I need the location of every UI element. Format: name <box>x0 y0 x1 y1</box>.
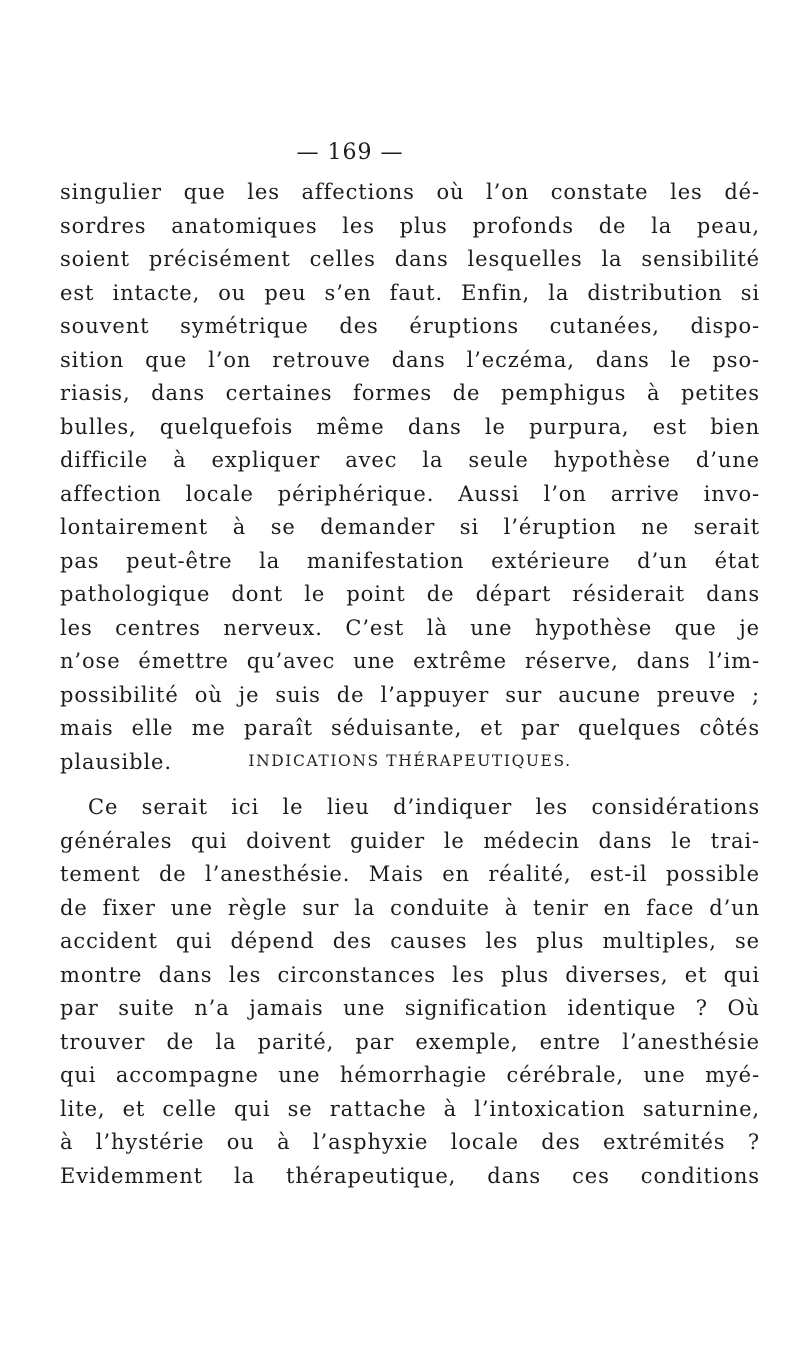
text-line: montre dans les circonstances les plus diverses, et qui <box>60 962 760 987</box>
text-line: les centres nerveux. C’est là une hypothèse que je <box>60 615 760 640</box>
paragraph-2 <box>60 791 760 1193</box>
text-line: bulles, quelquefois même dans le purpura, est bien <box>60 414 760 439</box>
text-line: par suite n’a jamais une signification identique ? Où <box>60 996 760 1020</box>
text-line: mais elle me paraît séduisante, et par quelques côtés <box>60 716 760 740</box>
text-line: à l’hystérie ou à l’asphyxie locale des extrémités ? <box>60 1130 760 1154</box>
paragraph-1 <box>60 176 760 779</box>
text-line: soient précisément celles dans lesquelles la sensibilité <box>60 247 760 271</box>
text-line: accident qui dépend des causes les plus multiples, se <box>60 929 760 953</box>
text-line: lontairement à se demander si l’éruption ne serait <box>60 515 760 539</box>
text-line: sordres anatomiques les plus profonds de la peau, <box>60 213 760 238</box>
text-line: de fixer une règle sur la conduite à tenir en face d’un <box>60 895 760 920</box>
text-line: singulier que les affections où l’on constate les dé- <box>60 180 760 204</box>
text-line: lite, et celle qui se rattache à l’intoxication saturnine, <box>60 1096 760 1121</box>
text-line: est intacte, ou peu s’en faut. Enfin, la distribution si <box>60 280 760 305</box>
text-line: Ce serait ici le lieu d’indiquer les considérations <box>88 795 760 819</box>
text-line: n’ose émettre qu’avec une extrême réserve, dans l’im- <box>60 649 760 673</box>
section-heading: INDICATIONS THÉRAPEUTIQUES. <box>248 752 572 770</box>
text-line: tement de l’anesthésie. Mais en réalité, est-il possible <box>60 862 760 886</box>
text-line: affection locale périphérique. Aussi l’on arrive invo- <box>60 481 760 506</box>
text-line: plausible. <box>60 749 172 774</box>
text-line: difficile à expliquer avec la seule hypothèse d’une <box>60 448 760 472</box>
text-line: sition que l’on retrouve dans l’eczéma, dans le pso- <box>60 347 760 372</box>
text-line: riasis, dans certaines formes de pemphigus à petites <box>60 381 760 405</box>
text-line: qui accompagne une hémorrhagie cérébrale, une myé- <box>60 1063 760 1087</box>
text-line: pathologique dont le point de départ résiderait dans <box>60 582 760 606</box>
text-line: Evidemment la thérapeutique, dans ces conditions <box>60 1163 760 1188</box>
text-line: souvent symétrique des éruptions cutanées, dispo- <box>60 314 760 338</box>
text-line: trouver de la parité, par exemple, entre l’anesthésie <box>60 1029 760 1054</box>
text-line: pas peut-être la manifestation extérieure d’un état <box>60 548 760 573</box>
text-line: possibilité où je suis de l’appuyer sur aucune preuve ; <box>60 682 760 707</box>
text-line: générales qui doivent guider le médecin dans le trai- <box>60 828 760 853</box>
page-number: — 169 — <box>296 140 404 165</box>
